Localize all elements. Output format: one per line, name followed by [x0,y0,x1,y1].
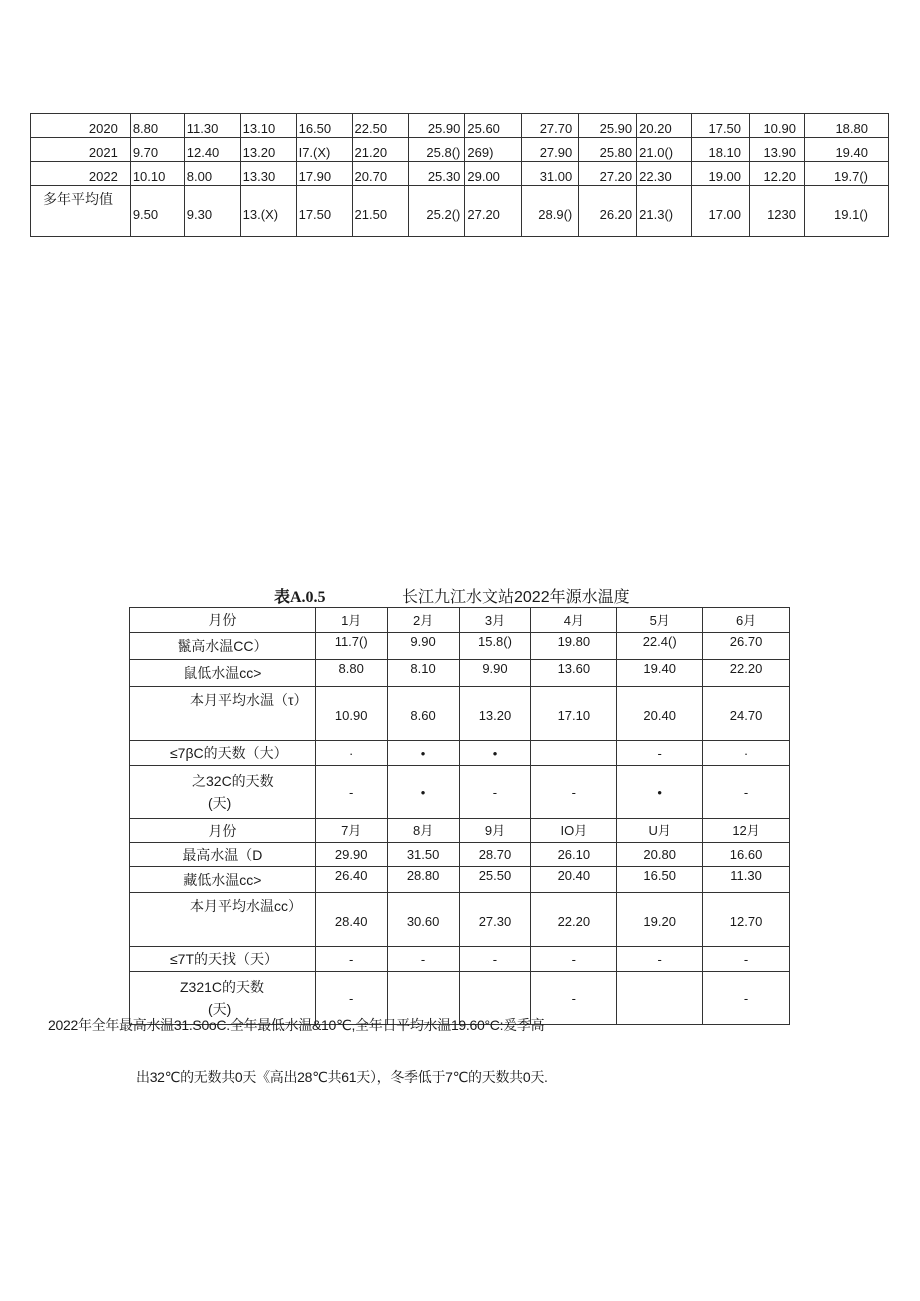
table-cell: 25.50 [459,867,531,893]
table-cell: • [387,741,459,766]
table-cell: 25.2() [409,186,465,237]
table-cell: 28.80 [387,867,459,893]
table-cell: 21.3() [637,186,692,237]
row-label: ≤7T的天找（天） [130,947,316,972]
table-cell: 13.60 [531,660,617,687]
table-cell: 19.00 [692,162,750,186]
table-cell: 24.70 [703,687,790,741]
table-cell: 28.9() [522,186,579,237]
month-header: 12月 [703,819,790,843]
table-row [130,687,790,741]
table-cell: 25.30 [409,162,465,186]
month-header: 9月 [459,819,531,843]
table-cell [617,972,703,1025]
table-cell: 25.90 [579,114,637,138]
table-cell: 22.20 [531,893,617,947]
table-cell: 19.1() [804,186,888,237]
table-cell: 20.70 [352,162,409,186]
month-header: 6月 [703,608,790,633]
month-header-label: 月份 [130,608,316,633]
summary-note-line-1: 2022年全年最高水温31.S0oC.全年最低水温&10℃,全年日平均水温19.60°C:爰季高 [48,1017,545,1033]
table-row [31,186,889,237]
month-header: 1月 [315,608,387,633]
table-cell: 13.90 [750,138,805,162]
row-label: 最高水温（D [130,843,316,867]
table-cell: - [459,947,531,972]
table-row [130,766,790,819]
table-cell: 11.30 [184,114,240,138]
table-cell: 13.30 [240,162,296,186]
table-cell: 27.70 [522,114,579,138]
table-cell: 18.10 [692,138,750,162]
table-cell: 21.50 [352,186,409,237]
table-cell: 30.60 [387,893,459,947]
table-number: 表A.0.5 [274,589,326,606]
table-cell: 9.50 [130,186,184,237]
table-cell: 31.00 [522,162,579,186]
row-label-unit: (天) [208,795,232,812]
table-cell: 27.20 [465,186,522,237]
table-cell: I7.(X) [296,138,352,162]
month-header-row [130,819,790,843]
table-cell: 15.8() [459,633,531,660]
table-cell: 13.(X) [240,186,296,237]
table-cell: 29.00 [465,162,522,186]
table-row [130,893,790,947]
table-cell: 20.40 [617,687,703,741]
table-cell: 9.90 [387,633,459,660]
table-cell: 25.8() [409,138,465,162]
table-cell: - [617,947,703,972]
table-cell [531,741,617,766]
table-cell: - [315,947,387,972]
month-header-row [130,608,790,633]
table-cell: 27.20 [579,162,637,186]
table-cell: • [387,766,459,819]
table-cell: 19.40 [617,660,703,687]
table-cell: 22.30 [637,162,692,186]
table-cell: - [387,947,459,972]
table-row [31,114,889,138]
table-cell: - [703,947,790,972]
table-cell: 9.30 [184,186,240,237]
month-header: 5月 [617,608,703,633]
table-title: 长江九江水文站2022年源水温度 [402,589,630,606]
year-cell: 多年平均值 [31,186,131,237]
table-cell: 17.10 [531,687,617,741]
table-cell: 20.20 [637,114,692,138]
table-cell: 12.20 [750,162,805,186]
table-cell: 25.60 [465,114,522,138]
table-cell: 8.10 [387,660,459,687]
table-cell: · [703,741,790,766]
table-cell: 26.10 [531,843,617,867]
table-cell: 10.90 [315,687,387,741]
table-row [31,162,889,186]
table-cell: 25.80 [579,138,637,162]
table-cell: 19.80 [531,633,617,660]
table-row [130,633,790,660]
monthly-water-temp-table [129,607,790,1025]
table-cell: 31.50 [387,843,459,867]
table-cell: 21.20 [352,138,409,162]
table-cell: 28.70 [459,843,531,867]
year-cell: 2021 [31,138,131,162]
table-cell: 26.20 [579,186,637,237]
table-cell: 17.00 [692,186,750,237]
row-label: 鬣高水温CC） [130,633,316,660]
row-label: 鼠低水温cc> [130,660,316,687]
table-row [31,138,889,162]
table-cell: 9.90 [459,660,531,687]
year-cell: 2020 [31,114,131,138]
month-header-label: 月份 [130,819,316,843]
month-header: 8月 [387,819,459,843]
row-label [130,766,316,819]
table-cell: 27.30 [459,893,531,947]
table-cell: 8.00 [184,162,240,186]
table-cell: - [531,947,617,972]
table-cell: 13.20 [459,687,531,741]
table-cell: • [617,766,703,819]
row-label: 本月平均水温（τ） [130,687,316,741]
table-cell: - [315,766,387,819]
table-row [130,947,790,972]
table-cell: 19.7() [804,162,888,186]
table-cell: 17.50 [692,114,750,138]
table-cell: 13.20 [240,138,296,162]
year-cell: 2022 [31,162,131,186]
table-row [130,867,790,893]
table-cell: 16.50 [296,114,352,138]
table-cell: 16.60 [703,843,790,867]
table-cell: 8.80 [315,660,387,687]
table-cell: 19.20 [617,893,703,947]
table-cell: - [703,766,790,819]
row-label: ≤7βC的天数（大） [130,741,316,766]
summary-note-line-2: 出32℃的无数共0天《高出28℃共61天），冬季低于7℃的天数共0天. [136,1069,548,1085]
table-cell: - [531,972,617,1025]
table-cell: 20.40 [531,867,617,893]
table-cell: 1230 [750,186,805,237]
table-cell: · [315,741,387,766]
month-header: 4月 [531,608,617,633]
month-header: 3月 [459,608,531,633]
table-cell: 13.10 [240,114,296,138]
row-label: 藏低水温cc> [130,867,316,893]
table-cell: 22.4() [617,633,703,660]
row-label-line: 之32C的天数 [192,773,274,789]
month-header: 7月 [315,819,387,843]
table-cell: 8.60 [387,687,459,741]
table-cell: - [617,741,703,766]
table-cell: 11.30 [703,867,790,893]
table-cell: 17.90 [296,162,352,186]
table-cell: 25.90 [409,114,465,138]
table-cell: - [531,766,617,819]
table-cell: 19.40 [804,138,888,162]
table-cell: 11.7() [315,633,387,660]
table-cell: 12.40 [184,138,240,162]
row-label-line: Z321C的天数 [180,979,265,995]
table-cell: 8.80 [130,114,184,138]
month-header: IO月 [531,819,617,843]
table-cell: 21.0() [637,138,692,162]
table-cell: 16.50 [617,867,703,893]
table-cell: 28.40 [315,893,387,947]
table-cell: 10.90 [750,114,805,138]
table-row [130,741,790,766]
table-cell: 9.70 [130,138,184,162]
table-cell: 20.80 [617,843,703,867]
month-header: U月 [617,819,703,843]
row-label: 本月平均水温cc） [130,893,316,947]
table-cell: 18.80 [804,114,888,138]
table-cell: - [315,972,387,1025]
table-cell: - [459,766,531,819]
table-cell: 12.70 [703,893,790,947]
table-cell: 22.50 [352,114,409,138]
annual-water-temp-table [30,113,889,237]
table-row [130,843,790,867]
table-row [130,660,790,687]
table-cell: 269) [465,138,522,162]
table-cell: 10.10 [130,162,184,186]
table-cell: 22.20 [703,660,790,687]
table-cell: 26.40 [315,867,387,893]
table-cell: - [703,972,790,1025]
table-cell: 26.70 [703,633,790,660]
row-label-unit: (天) [208,1001,232,1018]
table-cell: 17.50 [296,186,352,237]
month-header: 2月 [387,608,459,633]
table-cell: 27.90 [522,138,579,162]
table-cell: • [459,741,531,766]
table-cell: 29.90 [315,843,387,867]
